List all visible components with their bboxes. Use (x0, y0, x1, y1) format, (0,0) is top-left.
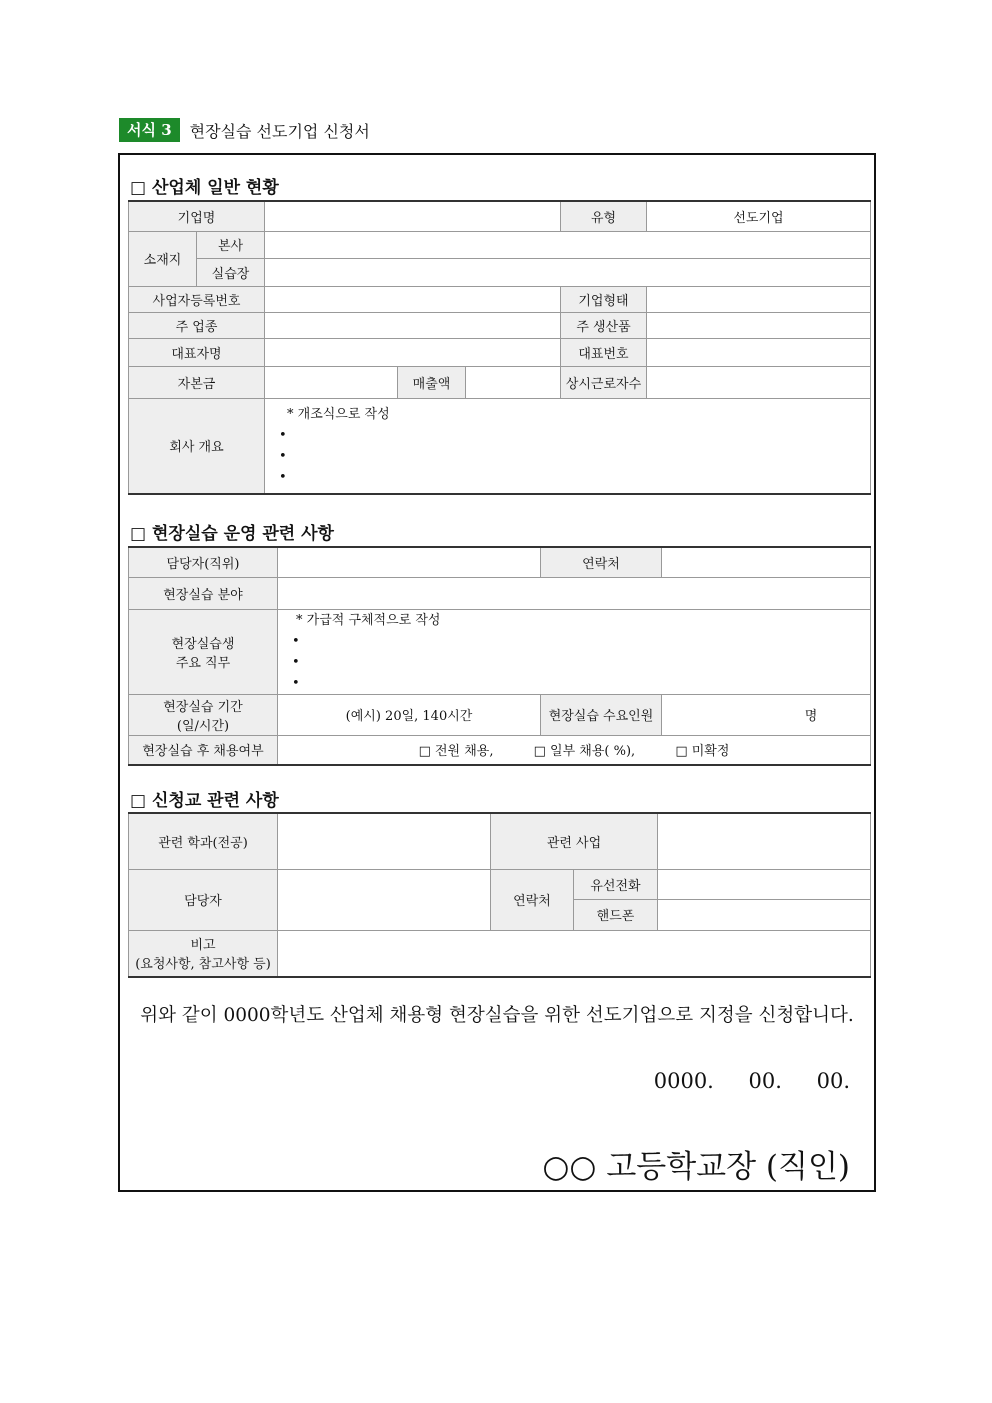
form-header (119, 118, 370, 142)
form-title: 현장실습 선도기업 신청서 (189, 121, 370, 141)
hire-all-checkbox[interactable]: □ 전원 채용, (418, 744, 494, 760)
mobile-field[interactable] (658, 899, 871, 930)
sales-label: 매출액 (398, 366, 466, 398)
overview-bullet: • (279, 427, 287, 443)
ceo-label: 대표자명 (129, 338, 265, 366)
main-industry-field[interactable] (265, 312, 561, 338)
contact-label: 연락처 (541, 547, 662, 577)
overview-label: 회사 개요 (129, 398, 265, 494)
duty-field[interactable] (278, 609, 871, 694)
field-field[interactable] (278, 577, 871, 609)
capital-field[interactable] (265, 366, 398, 398)
principal-signature: ○○ 고등학교장 (직인) (542, 1149, 850, 1185)
demand-label: 현장실습 수요인원 (541, 694, 662, 735)
form-frame (118, 153, 876, 1192)
remarks-label-line2: (요청사항, 참고사항 등) (135, 957, 271, 973)
section1-title: □ 산업체 일반 현황 (130, 178, 279, 198)
period-label-line1: 현장실습 기간 (163, 699, 243, 715)
remarks-label (129, 930, 278, 977)
period-label-line2: (일/시간) (176, 718, 230, 734)
overview-bullet: • (279, 469, 287, 485)
company-name-field[interactable] (265, 201, 561, 231)
duty-label-line2: 주요 직무 (175, 655, 231, 671)
company-name-label: 기업명 (129, 201, 265, 231)
bizno-field[interactable] (265, 286, 561, 312)
rep-phone-label: 대표번호 (561, 338, 647, 366)
hq-label: 본사 (197, 231, 265, 258)
location-label: 소재지 (129, 231, 197, 286)
hire-options (278, 735, 871, 765)
hq-address-field[interactable] (265, 231, 871, 258)
overview-field[interactable] (265, 398, 871, 494)
duty-label-line1: 현장실습생 (171, 636, 235, 652)
rep-phone-field[interactable] (647, 338, 871, 366)
ceo-field[interactable] (265, 338, 561, 366)
capital-label: 자본금 (129, 366, 265, 398)
overview-bullet: • (279, 448, 287, 464)
project-label: 관련 사업 (491, 813, 658, 869)
project-field[interactable] (658, 813, 871, 869)
mobile-label: 핸드폰 (574, 899, 658, 930)
pledge-text: 위와 같이 0000학년도 산업체 채용형 현장실습을 위한 선도기업으로 지정을 신청합니다. (140, 1005, 854, 1026)
main-product-field[interactable] (647, 312, 871, 338)
corp-form-field[interactable] (647, 286, 871, 312)
dept-field[interactable] (278, 813, 491, 869)
contact-field[interactable] (662, 547, 871, 577)
demand-unit: 명 (804, 709, 818, 724)
landline-field[interactable] (658, 869, 871, 899)
demand-field[interactable] (662, 694, 871, 735)
dept-label: 관련 학과(전공) (129, 813, 278, 869)
section3-title: □ 신청교 관련 사항 (130, 791, 279, 811)
duty-bullet: • (292, 654, 300, 670)
remarks-field[interactable] (278, 930, 871, 977)
hire-undecided-checkbox[interactable]: □ 미확정 (675, 744, 730, 760)
remarks-label-line1: 비고 (190, 938, 216, 954)
site-address-field[interactable] (265, 258, 871, 286)
school-manager-label: 담당자 (129, 869, 278, 930)
sales-field[interactable] (466, 366, 561, 398)
duty-label (129, 609, 278, 694)
duty-note: * 가급적 구체적으로 작성 (296, 612, 441, 628)
section2-title: □ 현장실습 운영 관련 사항 (130, 524, 334, 544)
operation-info-table (128, 546, 871, 766)
type-label: 유형 (561, 201, 647, 231)
duty-bullet: • (292, 633, 300, 649)
hire-partial-checkbox[interactable]: □ 일부 채용( %), (533, 744, 636, 760)
school-info-table (128, 812, 871, 978)
main-product-label: 주 생산품 (561, 312, 647, 338)
period-label (129, 694, 278, 735)
school-contact-label: 연락처 (491, 869, 574, 930)
landline-label: 유선전화 (574, 869, 658, 899)
field-label: 현장실습 분야 (129, 577, 278, 609)
form-number-badge: 서식 3 (119, 118, 180, 142)
hire-label: 현장실습 후 채용여부 (129, 735, 278, 765)
period-value[interactable]: (예시) 20일, 140시간 (278, 694, 541, 735)
overview-note: * 개조식으로 작성 (287, 406, 390, 422)
type-value: 선도기업 (647, 201, 871, 231)
corp-form-label: 기업형태 (561, 286, 647, 312)
main-industry-label: 주 업종 (129, 312, 265, 338)
bizno-label: 사업자등록번호 (129, 286, 265, 312)
duty-bullet: • (292, 675, 300, 691)
manager-field[interactable] (278, 547, 541, 577)
application-date: 0000. 00. 00. (653, 1069, 850, 1093)
company-info-table (128, 200, 871, 495)
site-label: 실습장 (197, 258, 265, 286)
employees-field[interactable] (647, 366, 871, 398)
manager-label: 담당자(직위) (129, 547, 278, 577)
employees-label: 상시근로자수 (561, 366, 647, 398)
school-manager-field[interactable] (278, 869, 491, 930)
